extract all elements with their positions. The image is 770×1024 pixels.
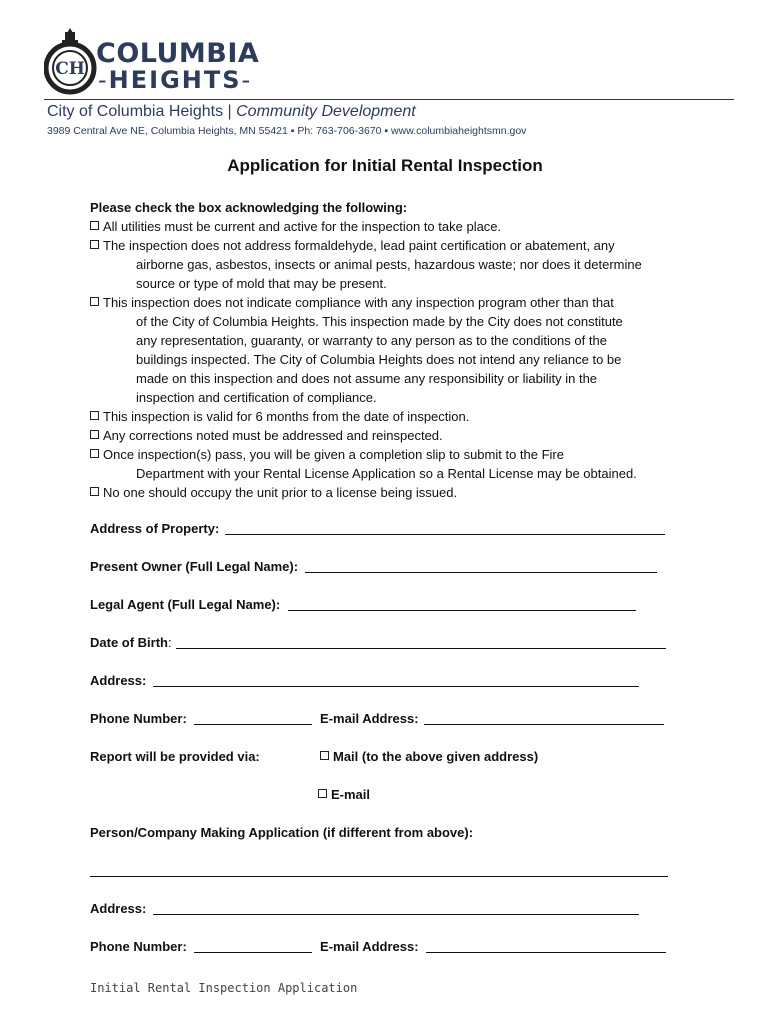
acknowledgement-item bbox=[90, 445, 690, 483]
logo-wordmark bbox=[96, 40, 259, 92]
address2-input[interactable] bbox=[153, 902, 639, 915]
acknowledgement-text-continued: buildings inspected. The City of Columbia Heights does not intend any reliance to be bbox=[136, 352, 622, 367]
svg-text:CH: CH bbox=[55, 59, 85, 79]
address-of-property-field bbox=[90, 521, 665, 537]
acknowledgement-item bbox=[90, 426, 690, 445]
email-option-label: E-mail bbox=[331, 787, 371, 802]
address2-label: Address: bbox=[90, 901, 147, 916]
person-company-input[interactable] bbox=[90, 864, 668, 877]
report-via-label: Report will be provided via: bbox=[90, 749, 260, 764]
acknowledgement-text-continued: inspection and certification of compliance. bbox=[136, 390, 377, 405]
acknowledgement-item bbox=[90, 217, 690, 236]
date-of-birth-input[interactable] bbox=[176, 636, 666, 649]
acknowledgement-item bbox=[90, 483, 690, 502]
mail-checkbox[interactable] bbox=[320, 751, 329, 760]
acknowledgement-item bbox=[90, 293, 690, 407]
acknowledgement-heading: Please check the box acknowledging the following: bbox=[90, 200, 408, 215]
acknowledgement-text: Once inspection(s) pass, you will be given a completion slip to submit to the Fire bbox=[103, 447, 564, 462]
acknowledgement-text: This inspection is valid for 6 months from the date of inspection. bbox=[103, 409, 470, 424]
phone-email-field bbox=[90, 711, 664, 727]
report-option-email[interactable] bbox=[318, 787, 370, 803]
acknowledgement-item bbox=[90, 407, 690, 426]
acknowledgement-text-continued: made on this inspection and does not assume any responsibility or liability in the bbox=[136, 371, 598, 386]
date-of-birth-colon: : bbox=[168, 635, 172, 650]
acknowledgement-text: The inspection does not address formaldehyde, lead paint certification or abatement, any bbox=[103, 238, 615, 253]
phone-number2-input[interactable] bbox=[194, 940, 312, 953]
acknowledgement-text: No one should occupy the unit prior to a license being issued. bbox=[103, 485, 458, 500]
present-owner-input[interactable] bbox=[305, 560, 657, 573]
city-name: City of Columbia Heights bbox=[47, 103, 224, 120]
email-address-label: E-mail Address: bbox=[320, 711, 419, 726]
legal-agent-input[interactable] bbox=[288, 598, 636, 611]
acknowledgement-text-continued: of the City of Columbia Heights. This inspection made by the City does not constitute bbox=[136, 314, 623, 329]
date-of-birth-field bbox=[90, 635, 666, 651]
acknowledgement-checkbox[interactable] bbox=[90, 449, 99, 458]
email-checkbox[interactable] bbox=[318, 789, 327, 798]
email-address2-input[interactable] bbox=[426, 940, 666, 953]
legal-agent-label: Legal Agent (Full Legal Name): bbox=[90, 597, 281, 612]
acknowledgement-text: All utilities must be current and active for the inspection to take place. bbox=[103, 219, 502, 234]
logo-columbia-text: COLUMBIA bbox=[96, 38, 260, 69]
address-of-property-input[interactable] bbox=[225, 522, 665, 535]
acknowledgement-text: This inspection does not indicate compliance with any inspection program other than that bbox=[103, 295, 614, 310]
person-company-label: Person/Company Making Application (if different from above): bbox=[90, 825, 474, 840]
address-of-property-label: Address of Property: bbox=[90, 521, 220, 536]
present-owner-field bbox=[90, 559, 657, 575]
acknowledgement-checkbox[interactable] bbox=[90, 297, 99, 306]
logo-heights-text: -HEIGHTS- bbox=[98, 66, 253, 94]
acknowledgement-checkbox[interactable] bbox=[90, 430, 99, 439]
contact-address-line: 3989 Central Ave NE, Columbia Heights, MN 55421 ▪ Ph: 763-706-3670 ▪ www.columbiaheightsmn.gov bbox=[47, 125, 527, 137]
acknowledgement-text-continued: any representation, guaranty, or warranty to any person as to the conditions of the bbox=[136, 333, 607, 348]
legal-agent-field bbox=[90, 597, 636, 613]
header-divider bbox=[44, 99, 734, 100]
acknowledgement-section bbox=[90, 198, 690, 502]
phone-number-label: Phone Number: bbox=[90, 711, 187, 726]
acknowledgement-text-continued: source or type of mold that may be present. bbox=[136, 276, 387, 291]
report-option-mail[interactable] bbox=[320, 749, 538, 765]
address-field bbox=[90, 673, 639, 689]
phone-number-input[interactable] bbox=[194, 712, 312, 725]
acknowledgement-text-continued: Department with your Rental License Application so a Rental License may be obtained. bbox=[136, 466, 637, 481]
date-of-birth-label: Date of Birth bbox=[90, 635, 168, 650]
address2-field bbox=[90, 901, 639, 917]
phone-number2-label: Phone Number: bbox=[90, 939, 187, 954]
footer-text: Initial Rental Inspection Application bbox=[90, 981, 358, 995]
email-address-input[interactable] bbox=[424, 712, 664, 725]
mail-option-label: Mail (to the above given address) bbox=[333, 749, 539, 764]
acknowledgement-text-continued: airborne gas, asbestos, insects or animal pests, hazardous waste; nor does it determine bbox=[136, 257, 642, 272]
city-department-line bbox=[47, 103, 416, 121]
department-name: Community Development bbox=[236, 103, 416, 120]
acknowledgement-text: Any corrections noted must be addressed and reinspected. bbox=[103, 428, 443, 443]
acknowledgement-checkbox[interactable] bbox=[90, 411, 99, 420]
email-address2-label: E-mail Address: bbox=[320, 939, 419, 954]
present-owner-label: Present Owner (Full Legal Name): bbox=[90, 559, 299, 574]
page-title: Application for Initial Rental Inspection bbox=[227, 156, 543, 175]
acknowledgement-checkbox[interactable] bbox=[90, 487, 99, 496]
person-company-field bbox=[90, 863, 668, 879]
phone-email2-field bbox=[90, 939, 666, 955]
acknowledgement-item bbox=[90, 236, 690, 293]
separator: | bbox=[223, 103, 237, 120]
acknowledgement-list bbox=[90, 217, 690, 502]
acknowledgement-checkbox[interactable] bbox=[90, 221, 99, 230]
address-label: Address: bbox=[90, 673, 147, 688]
address-input[interactable] bbox=[153, 674, 639, 687]
acknowledgement-checkbox[interactable] bbox=[90, 240, 99, 249]
